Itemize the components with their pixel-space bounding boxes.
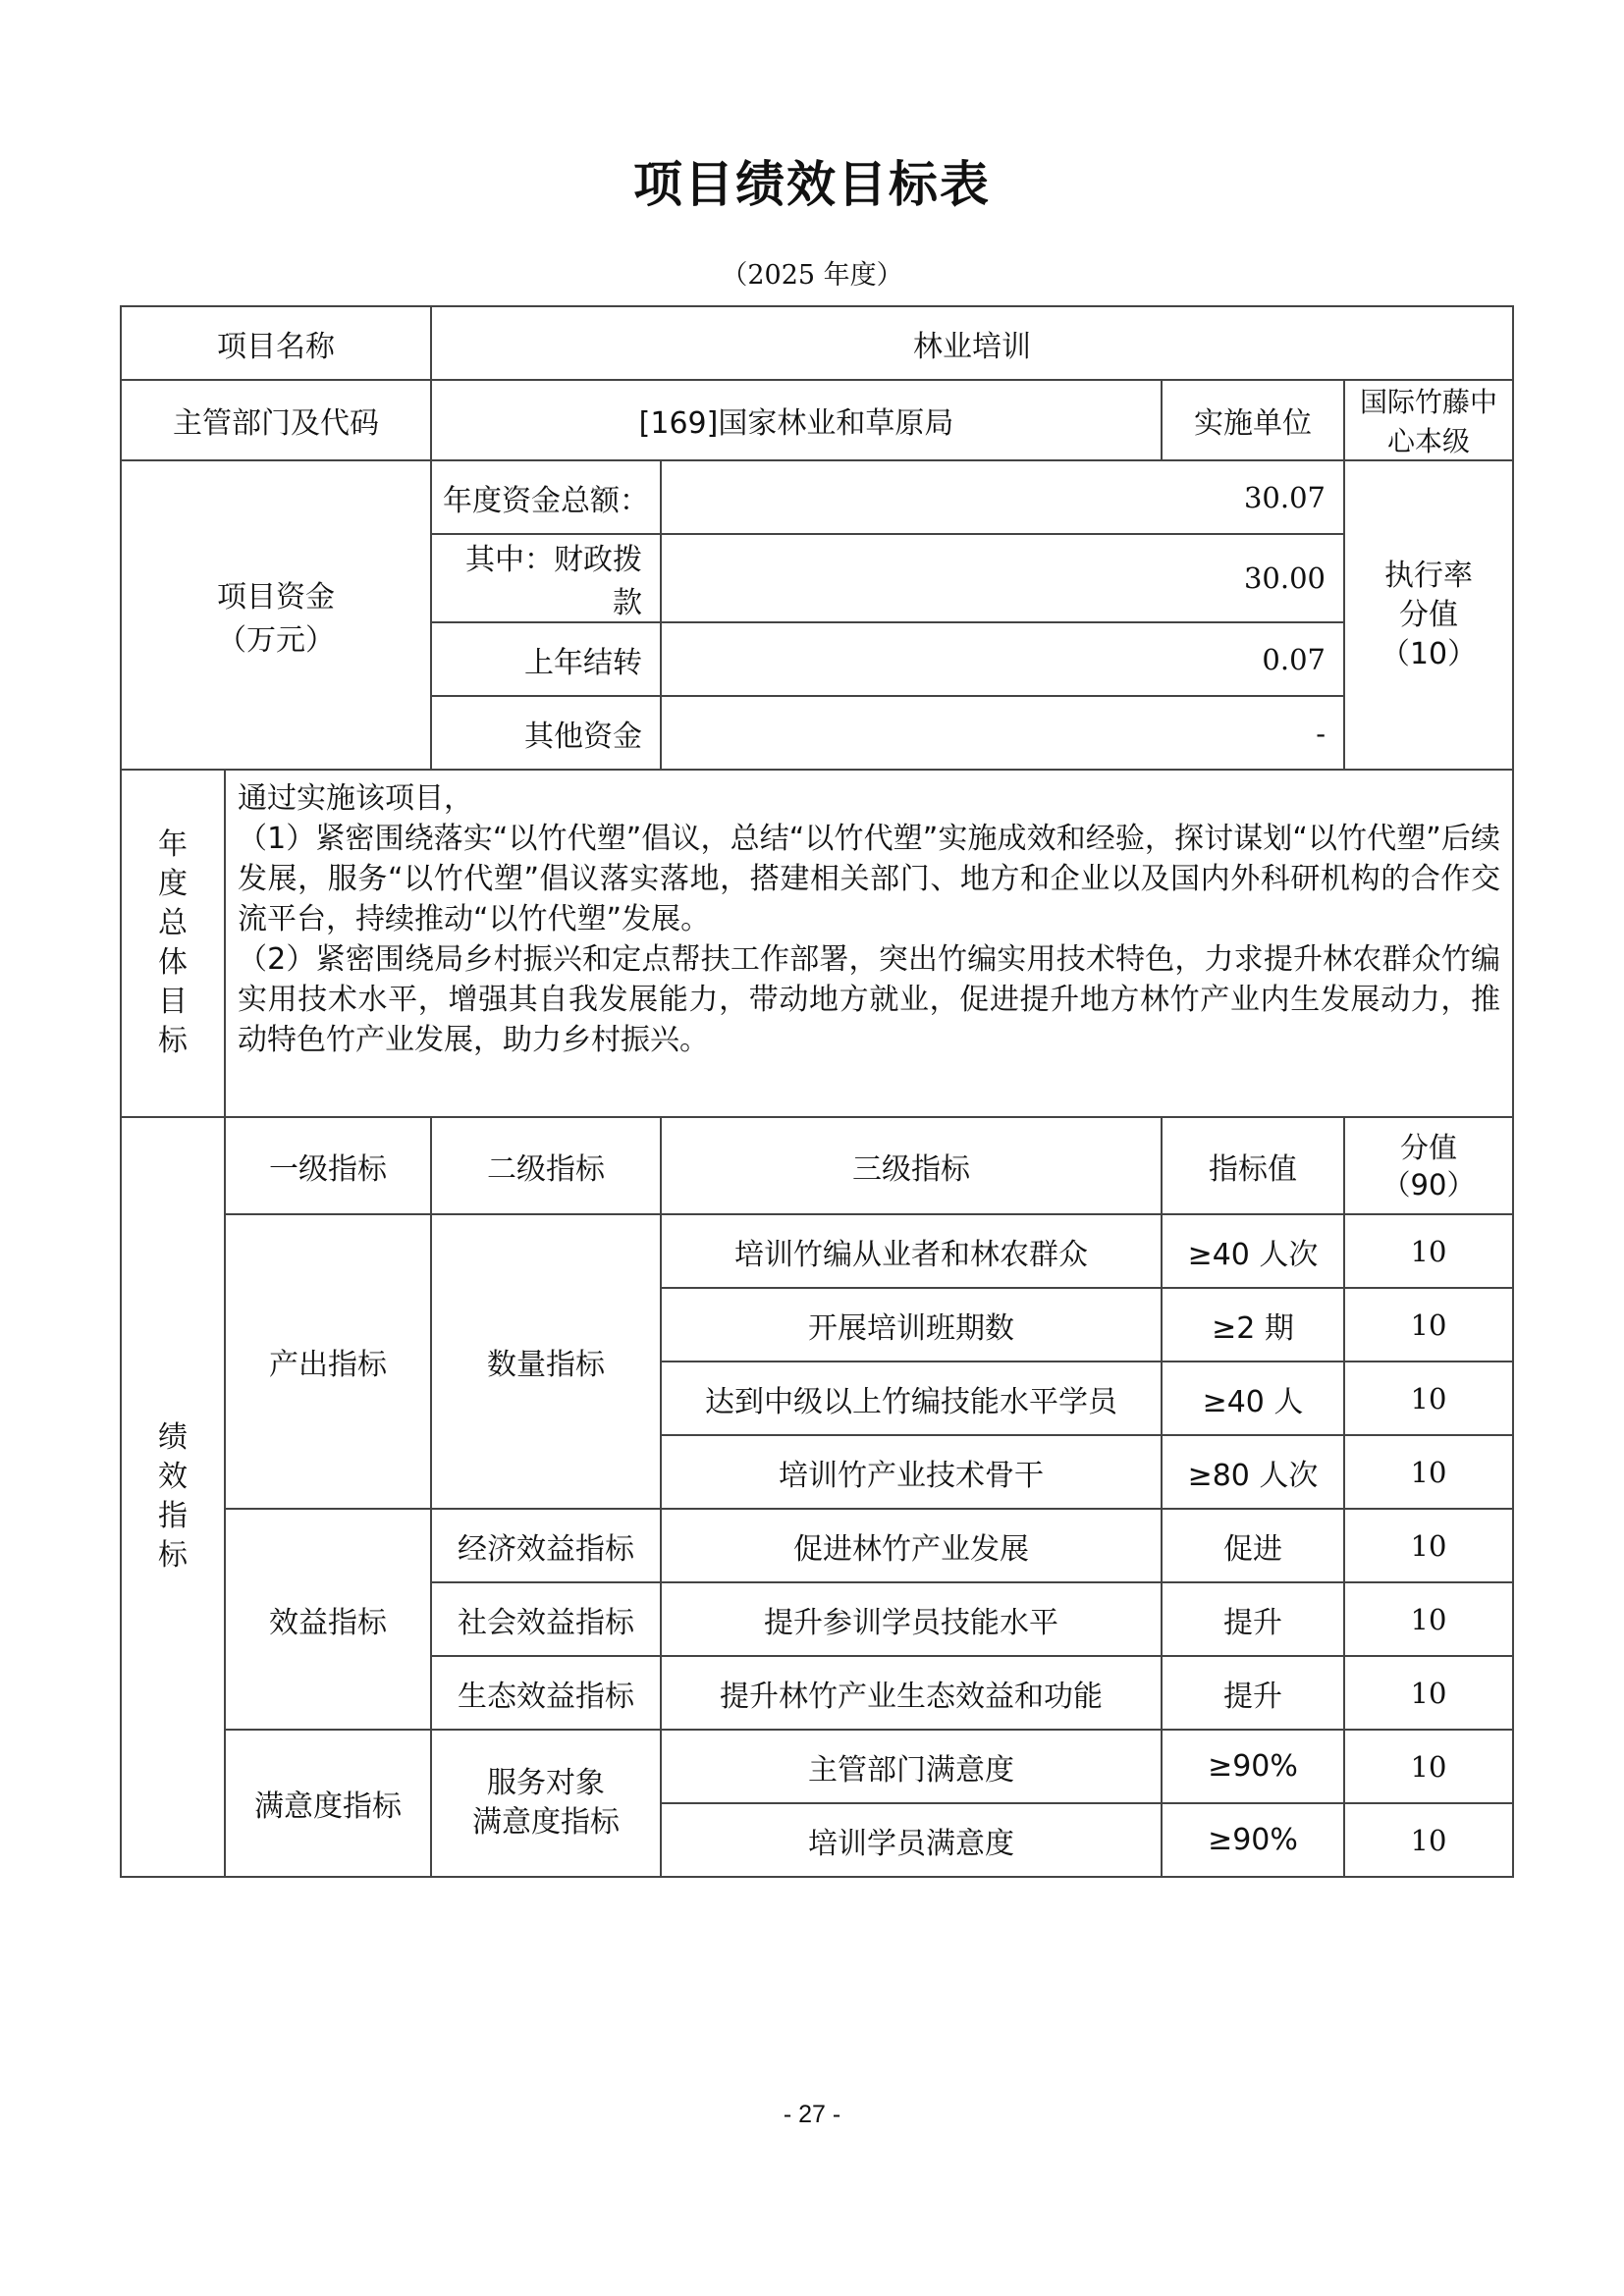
funds-label-line1: 项目资金: [217, 579, 335, 614]
indicator-header-row: [121, 1117, 1513, 1214]
header-level1: 一级指标: [225, 1117, 431, 1214]
execution-rate-line1: 执行率: [1384, 558, 1473, 593]
benefit-level1: 效益指标: [225, 1509, 431, 1730]
implementing-unit-value: 国际竹藤中心本级: [1344, 380, 1513, 460]
header-value: 指标值: [1162, 1117, 1344, 1214]
funds-item-label: 上年结转: [431, 622, 661, 696]
satisfaction-level2-line2: 满意度指标: [472, 1805, 620, 1840]
page-title: 项目绩效目标表: [633, 156, 991, 213]
indicator-score: 10: [1344, 1288, 1513, 1362]
department-row: [121, 380, 1513, 460]
funds-item-label: 年度资金总额：: [431, 460, 661, 534]
annual-goal-row: [121, 770, 1513, 1117]
indicator-level3: 培训竹产业技术骨干: [661, 1435, 1162, 1509]
funds-item-value: 30.07: [661, 460, 1344, 534]
funds-item-label: 其中：财政拨款: [431, 534, 661, 622]
indicator-level3: 促进林竹产业发展: [661, 1509, 1162, 1582]
header-level2: 二级指标: [431, 1117, 661, 1214]
label-char: 标: [158, 1538, 188, 1573]
indicator-level2: 生态效益指标: [431, 1656, 661, 1730]
output-level1: 产出指标: [225, 1214, 431, 1509]
indicator-value: ≥80 人次: [1162, 1435, 1344, 1509]
indicator-level3: 提升林竹产业生态效益和功能: [661, 1656, 1162, 1730]
label-char: 度: [158, 867, 188, 901]
page-subtitle: （2025 年度）: [721, 260, 903, 291]
label-char: 目: [158, 985, 188, 1019]
goal-paragraph: 通过实施该项目，: [238, 781, 473, 816]
annual-goal-label: [121, 770, 225, 1117]
execution-rate-line3: （10）: [1380, 636, 1478, 671]
label-char: 总: [158, 906, 188, 940]
label-char: 效: [158, 1460, 188, 1494]
indicator-score: 10: [1344, 1656, 1513, 1730]
performance-target-table: [120, 305, 1514, 1878]
indicators-label: [121, 1117, 225, 1877]
execution-rate-line2: 分值: [1399, 597, 1458, 632]
page-number: - 27 -: [783, 2101, 841, 2128]
indicator-level2: 经济效益指标: [431, 1509, 661, 1582]
label-char: 绩: [158, 1420, 188, 1455]
indicator-value: ≥90%: [1162, 1730, 1344, 1803]
funds-item-value: 0.07: [661, 622, 1344, 696]
department-label: 主管部门及代码: [121, 380, 431, 460]
table-row: [121, 1730, 1513, 1803]
goal-paragraph: （1）紧密围绕落实“以竹代塑”倡议，总结“以竹代塑”实施成效和经验，探讨谋划“以竹代塑”后续发展，服务“以竹代塑”倡议落实落地，搭建相关部门、地方和企业以及国内外科研机构的合作交流平台，持续推动“以竹代塑”发展。: [238, 822, 1500, 936]
table-row: [121, 1509, 1513, 1582]
indicator-level3: 主管部门满意度: [661, 1730, 1162, 1803]
department-value: [169]国家林业和草原局: [431, 380, 1162, 460]
label-char: 年: [158, 828, 188, 862]
indicator-score: 10: [1344, 1803, 1513, 1877]
indicator-value: 促进: [1162, 1509, 1344, 1582]
funds-label-line2: （万元）: [217, 622, 335, 658]
funds-item-value: 30.00: [661, 534, 1344, 622]
indicator-level3: 达到中级以上竹编技能水平学员: [661, 1362, 1162, 1435]
indicator-value: ≥40 人: [1162, 1362, 1344, 1435]
indicator-level3: 开展培训班期数: [661, 1288, 1162, 1362]
funds-item-label: 其他资金: [431, 696, 661, 770]
satisfaction-level2: [431, 1730, 661, 1877]
execution-rate-score: [1344, 460, 1513, 770]
indicator-score: 10: [1344, 1582, 1513, 1656]
project-name-value: 林业培训: [431, 306, 1513, 380]
indicator-score: 10: [1344, 1362, 1513, 1435]
header-score-line2: （90）: [1381, 1167, 1476, 1201]
project-name-label: 项目名称: [121, 306, 431, 380]
indicator-level3: 培训学员满意度: [661, 1803, 1162, 1877]
funds-label: [121, 460, 431, 770]
funds-item-value: -: [661, 696, 1344, 770]
implementing-unit-label: 实施单位: [1162, 380, 1344, 460]
output-level2: 数量指标: [431, 1214, 661, 1509]
funds-row-total: [121, 460, 1513, 534]
goal-paragraph: （2）紧密围绕局乡村振兴和定点帮扶工作部署，突出竹编实用技术特色，力求提升林农群众竹编实用技术水平，增强其自我发展能力，带动地方就业，促进提升地方林竹产业内生发展动力，推动特色竹产业发展，助力乡村振兴。: [238, 942, 1500, 1057]
header-level3: 三级指标: [661, 1117, 1162, 1214]
label-char: 标: [158, 1024, 188, 1058]
indicator-value: 提升: [1162, 1582, 1344, 1656]
indicator-score: 10: [1344, 1730, 1513, 1803]
header-score: [1344, 1117, 1513, 1214]
header-score-line1: 分值: [1399, 1130, 1457, 1164]
indicator-value: ≥40 人次: [1162, 1214, 1344, 1288]
label-char: 体: [158, 945, 188, 980]
indicator-score: 10: [1344, 1509, 1513, 1582]
indicator-level3: 提升参训学员技能水平: [661, 1582, 1162, 1656]
annual-goal-text: [225, 770, 1513, 1117]
satisfaction-level2-line1: 服务对象: [487, 1766, 605, 1800]
indicator-value: ≥90%: [1162, 1803, 1344, 1877]
project-name-row: [121, 306, 1513, 380]
indicator-value: ≥2 期: [1162, 1288, 1344, 1362]
indicator-score: 10: [1344, 1214, 1513, 1288]
label-char: 指: [158, 1499, 188, 1533]
indicator-score: 10: [1344, 1435, 1513, 1509]
satisfaction-level1: 满意度指标: [225, 1730, 431, 1877]
table-row: [121, 1214, 1513, 1288]
indicator-level3: 培训竹编从业者和林农群众: [661, 1214, 1162, 1288]
indicator-level2: 社会效益指标: [431, 1582, 661, 1656]
indicator-value: 提升: [1162, 1656, 1344, 1730]
